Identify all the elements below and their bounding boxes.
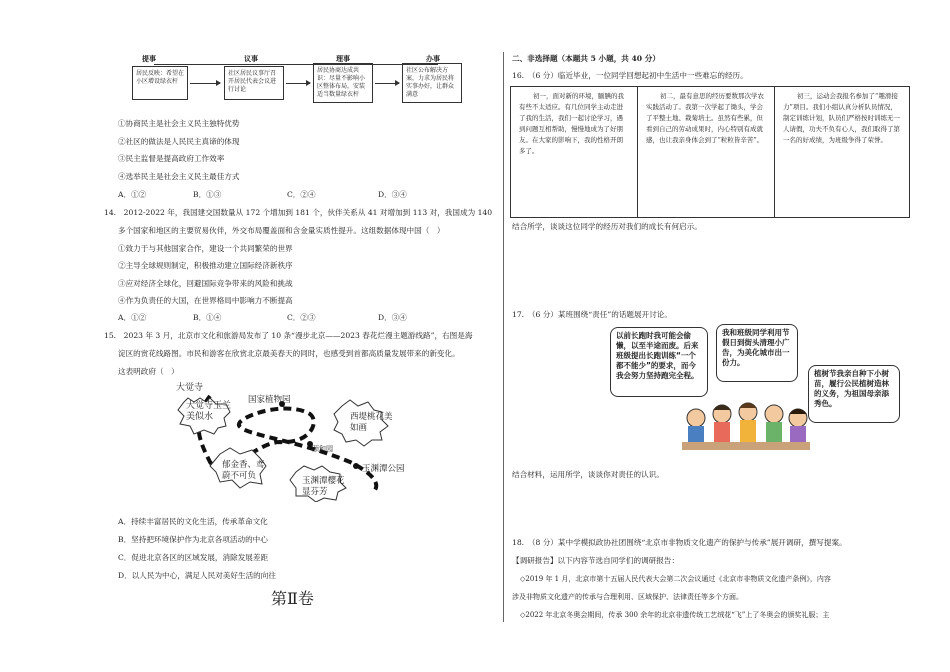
map-start-label: 大觉寺 xyxy=(176,383,204,393)
q13-answer-d: D．③④ xyxy=(378,190,407,199)
q16-cell-grade8: 初二，最有意思的经历要数那次学农实践活动了。我第一次学起了锄头，学会了平整土地、栽菊培土。虽然有些累，但看到自己的劳动成果时，内心特别有成就感，也让我亲身体会到了“粒粒皆辛苦”。 xyxy=(637,86,775,218)
section2-heading: 二、非选择题（本题共 5 小题，共 40 分） xyxy=(512,54,660,63)
flow-arrow-2 xyxy=(286,83,310,84)
map-label-dajuesi: 大觉寺玉兰美似水 xyxy=(186,401,232,422)
q15-stem-line1: 15. 2023 年 3 月，北京市文化和旅游局发布了 10 条“漫步北京——2023 春花烂漫主题游线路”，右图是海 xyxy=(104,331,473,340)
map-label-summer-palace: 颐和园 xyxy=(312,445,333,453)
flow-step-1: 提事 xyxy=(142,54,156,63)
q14-answer-d: D．③④ xyxy=(378,313,407,322)
q16-stem: 16. （6 分）临近毕业，一位同学回想起初中生活中一些难忘的经历。 xyxy=(512,71,748,80)
map-label-sakura: 玉渊潭樱花显芬芳 xyxy=(302,476,345,497)
q17-prompt: 结合材料，运用所学，谈谈你对责任的认识。 xyxy=(512,470,664,479)
q17-bubble-planting: 植树节我亲自种下小树苗，履行公民植树造林的义务，为祖国母亲添秀色。 xyxy=(808,365,900,423)
q14-option-1: ①致力于与其他国家合作，建设一个共同繁荣的世界 xyxy=(118,244,293,253)
flow-box-4: 社区公布解决方案，力求为居民将实事办好，让群众满意 xyxy=(402,63,462,103)
q18-paragraph-2: ◇2022 年北京冬奥会期间，传承 300 余年的北京非遗传统工艺绒花“飞”上了冬奥会的颁奖礼服；主 xyxy=(520,611,830,619)
q15-option-c: C．促进北京各区的区域发展，消除发展差距 xyxy=(118,553,269,562)
q15-stem-line2: 淀区的赏花线路图。市民和游客在欣赏北京最美春天的同时，也感受到首都高质量发展带来的新变化。 xyxy=(118,349,460,358)
q17-bubble-cleanup: 我和班级同学利用节假日到街头清理小广告，为美化城市出一份力。 xyxy=(716,324,798,382)
flow-box-3: 居民协商达成共识：尽量不影响小区整体布局，安装适当数量绿衣杆 xyxy=(313,63,373,103)
q13-option-4: ④选举民主是社会主义民主最佳方式 xyxy=(118,172,240,181)
map-label-xidi: 西堤桃花美如画 xyxy=(350,412,393,433)
q13-option-3: ③民主监督是提高政府工作效率 xyxy=(118,154,225,163)
q14-option-4: ④作为负责任的大国，在世界格局中影响力不断提高 xyxy=(118,296,293,305)
q14-option-2: ②主导全球规则制定，积极推动建立国际经济新秩序 xyxy=(118,261,293,270)
q18-paragraph-1a: ◇2019 年 1 月，北京市第十五届人民代表大会第二次会议通过《北京市非物质文化遗产条例》，内容 xyxy=(520,575,831,583)
flow-arrow-3 xyxy=(375,83,399,84)
q16-cell-grade9: 初三，运动会我报名参加了“趣滑接力”项目。我们小组认真分析队员情况，制定训练计划，队员们严格按时训练无一人请假，功夫不负有心人，我们取得了第一名的好成绩，为班级争得了荣誉。 xyxy=(774,86,910,218)
right-column xyxy=(506,0,950,672)
q15-option-b: B．坚持把环境保护作为北京各项活动的中心 xyxy=(118,535,268,544)
map-marker-yuyuantan xyxy=(353,463,359,469)
part2-title: 第Ⅱ卷 xyxy=(271,589,314,608)
q15-option-d: D．以人民为中心，满足人民对美好生活的向往 xyxy=(118,571,276,580)
students-illustration xyxy=(676,390,816,466)
map-label-tulip: 郁金香、鸢蔚不可负 xyxy=(222,460,265,481)
q13-option-1: ①协商民主是社会主义民主独特优势 xyxy=(118,119,240,128)
q16-cell-grade7: 初一，面对新的环境，腼腆的我有些不太适应。有几位同学主动走进了我的生活，我们一起讨论学习，遇到问题互相帮助，慢慢地成为了好朋友。在大家的影响下，我的性格开朗多了。 xyxy=(510,86,638,218)
q18-stem: 18. （8 分）某中学模拟政协社团围绕“北京市非物质文化遗产的保护与传承”展开调研，撰写提案。 xyxy=(512,538,847,547)
q15-option-a: A．持续丰富居民的文化生活，传承革命文化 xyxy=(118,517,268,526)
q13-answer-c: C．②④ xyxy=(287,190,316,199)
flow-step-4: 办事 xyxy=(426,54,440,63)
q14-stem-line1: 14. 2012-2022 年，我国建交国数量从 172 个增加到 181 个，伙伴关系从 41 对增加到 113 对，我国成为 140 xyxy=(104,208,493,217)
q13-answer-a: A．①② xyxy=(118,190,147,199)
q18-material-heading: 【调研报告】以下内容节选自同学们的调研报告： xyxy=(512,556,680,565)
q14-answer-b: B．①④ xyxy=(193,313,222,322)
flow-header-line xyxy=(154,64,438,65)
map-label-botanical: 国家植物园 xyxy=(248,395,291,405)
flow-arrow-1 xyxy=(190,83,220,84)
flow-box-1: 居民反映：希望在小区增设绿衣杆 xyxy=(132,66,188,100)
q14-answer-c: C．②③ xyxy=(287,313,316,322)
q17-stem: 17. （6 分）某班围绕“责任”的话题展开讨论。 xyxy=(512,310,672,319)
q15-stem-line3: 这表明政府（ ） xyxy=(118,367,179,376)
map-label-yuyuantan: 玉渊潭公园 xyxy=(362,464,405,474)
q18-paragraph-1b: 涉及非物质文化遗产的传承与合理利用、区域保护、法律责任等多个方面。 xyxy=(512,593,743,601)
q14-option-3: ③应对经济全球化，回避国际竞争带来的风险和挑战 xyxy=(118,279,293,288)
flow-step-3: 理事 xyxy=(336,54,350,63)
q13-answer-b: B．①③ xyxy=(193,190,222,199)
q14-answer-a: A．①② xyxy=(118,313,147,322)
q13-option-2: ②社区的做法是人民民主真谛的体现 xyxy=(118,137,240,146)
q16-prompt: 结合所学，谈谈这位同学的经历对我们的成长有何启示。 xyxy=(512,222,702,231)
flow-box-2: 社区居民议事厅召开居民代表会议进行讨论 xyxy=(224,66,284,100)
q17-bubble-running: 以前长跑时我可能会偷懒，以至半途而废。后来班级提出长跑训练“一个都不能少”的要求，而今我会努力坚持跑完全程。 xyxy=(610,327,708,397)
q14-stem-line2: 多个国家和地区的主要贸易伙伴，外交布局覆盖面和含金量实质性提升。这组数据体现中国（ ） xyxy=(118,226,445,235)
column-divider xyxy=(503,52,504,622)
flow-step-2: 议事 xyxy=(244,54,258,63)
